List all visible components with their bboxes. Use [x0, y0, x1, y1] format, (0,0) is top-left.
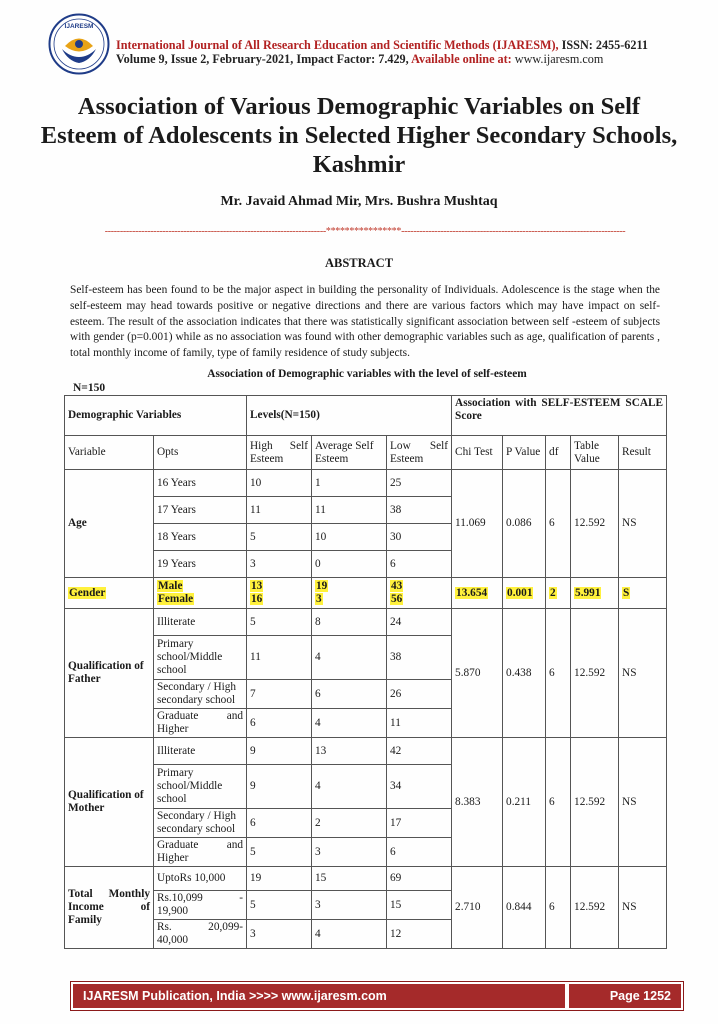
option-cell: Illiterate [154, 609, 247, 636]
result-gender: S [623, 586, 630, 599]
result-cell: NS [619, 867, 667, 949]
avg-male: 19 [316, 580, 328, 592]
df-cell: 6 [546, 470, 571, 578]
option-female: Female [158, 593, 194, 605]
high-cell: 6 [247, 809, 312, 838]
header-variable: Variable [65, 436, 154, 470]
header-table-value: Table Value [571, 436, 619, 470]
low-cell: 42 [387, 738, 452, 765]
high-cell: 11 [247, 497, 312, 524]
p-cell [503, 578, 546, 609]
table-row [65, 738, 667, 765]
variable-gender [65, 578, 154, 609]
high-cell: 3 [247, 920, 312, 949]
paper-authors: Mr. Javaid Ahmad Mir, Mrs. Bushra Mushtaq [220, 194, 498, 209]
p-cell: 0.086 [503, 470, 546, 578]
table-row [65, 470, 667, 497]
option-cell: Secondary / High secondary school [154, 680, 247, 709]
avg-female: 3 [316, 593, 322, 605]
journal-name: International Journal of All Research Education and Scientific Methods (IJARESM), [116, 38, 559, 52]
low-cell: 24 [387, 609, 452, 636]
option-cell: Graduate and Higher [154, 838, 247, 867]
table-row-gender [65, 578, 667, 609]
high-cell: 3 [247, 551, 312, 578]
header-high-self-esteem: High Self Esteem [247, 436, 312, 470]
df-cell: 6 [546, 738, 571, 867]
option-cell: 16 Years [154, 470, 247, 497]
df-cell: 6 [546, 867, 571, 949]
option-cell: Rs. 20,099- 40,000 [154, 920, 247, 949]
low-cell: 11 [387, 709, 452, 738]
low-female: 56 [391, 593, 403, 605]
option-cell [154, 578, 247, 609]
avg-cell: 11 [312, 497, 387, 524]
paper-title: Association of Various Demographic Variables on Self Esteem of Adolescents in Selected Higher Secondary Schools, Kashmir [40, 93, 678, 178]
table-header-row-2 [65, 436, 667, 470]
chi-cell [452, 578, 503, 609]
table-value-cell: 12.592 [571, 738, 619, 867]
low-cell: 17 [387, 809, 452, 838]
option-cell: Graduate and Higher [154, 709, 247, 738]
table-value-cell: 12.592 [571, 867, 619, 949]
high-cell: 5 [247, 609, 312, 636]
chi-cell: 5.870 [452, 609, 503, 738]
page-footer [70, 981, 684, 1011]
option-cell: Illiterate [154, 738, 247, 765]
option-cell: Rs.10,099 - 19,900 [154, 891, 247, 920]
low-male: 43 [391, 580, 403, 592]
abstract-heading: ABSTRACT [324, 256, 394, 270]
high-cell: 19 [247, 867, 312, 891]
df-gender: 2 [550, 586, 556, 599]
table-caption: Association of Demographic variables with the level of self-esteem [207, 368, 527, 380]
gender-label: Gender [69, 586, 106, 599]
high-cell: 5 [247, 524, 312, 551]
table-value-cell: 12.592 [571, 609, 619, 738]
table-row [65, 609, 667, 636]
low-cell: 38 [387, 636, 452, 680]
high-male: 13 [251, 580, 263, 592]
low-cell: 6 [387, 551, 452, 578]
avg-cell [312, 578, 387, 609]
high-cell: 9 [247, 765, 312, 809]
variable-father-qualification: Qualification of Father [65, 609, 154, 738]
header-average-self-esteem: Average Self Esteem [312, 436, 387, 470]
option-cell: Primary school/Middle school [154, 765, 247, 809]
df-cell [546, 578, 571, 609]
journal-logo [48, 13, 110, 75]
avg-cell: 15 [312, 867, 387, 891]
avg-cell: 4 [312, 920, 387, 949]
variable-monthly-income: Total Monthly Income of Family [65, 867, 154, 949]
avg-cell: 2 [312, 809, 387, 838]
header-levels: Levels(N=150) [247, 396, 452, 436]
header-low-self-esteem: Low Self Esteem [387, 436, 452, 470]
low-cell: 26 [387, 680, 452, 709]
avg-cell: 0 [312, 551, 387, 578]
journal-issn: ISSN: 2455-6211 [558, 38, 648, 52]
p-cell: 0.211 [503, 738, 546, 867]
avg-cell: 6 [312, 680, 387, 709]
option-male: Male [158, 580, 183, 592]
chi-cell: 11.069 [452, 470, 503, 578]
chi-cell: 2.710 [452, 867, 503, 949]
chi-gender: 13.654 [456, 586, 488, 599]
header-chi-test: Chi Test [452, 436, 503, 470]
demographic-table [64, 395, 667, 949]
avg-cell: 3 [312, 891, 387, 920]
result-cell: NS [619, 738, 667, 867]
table-value-cell: 12.592 [571, 470, 619, 578]
high-cell [247, 578, 312, 609]
chi-cell: 8.383 [452, 738, 503, 867]
header-p-value: P Value [503, 436, 546, 470]
low-cell: 34 [387, 765, 452, 809]
low-cell [387, 578, 452, 609]
low-cell: 69 [387, 867, 452, 891]
variable-age: Age [65, 470, 154, 578]
high-cell: 5 [247, 838, 312, 867]
header-demographic-variables: Demographic Variables [65, 396, 247, 436]
low-cell: 12 [387, 920, 452, 949]
avg-cell: 8 [312, 609, 387, 636]
result-cell: NS [619, 470, 667, 578]
option-cell: Primary school/Middle school [154, 636, 247, 680]
p-cell: 0.438 [503, 609, 546, 738]
avg-cell: 13 [312, 738, 387, 765]
abstract-text: Self-esteem has been found to be the major aspect in building the personality of Individuals. Adolescence is the stage when the self-esteem may head towards positive or negative directions and there are various factors which may have impact on self-esteem. The result of the association indicates that there was statistically significant association between self -esteem of subjects with gender (p=0.001) while as no association was found with other demographic variables such as age, qualification of parents , total monthly income of family, type of family residence of study subjects. [70, 284, 660, 360]
high-cell: 7 [247, 680, 312, 709]
result-cell [619, 578, 667, 609]
low-cell: 38 [387, 497, 452, 524]
low-cell: 6 [387, 838, 452, 867]
option-cell: UptoRs 10,000 [154, 867, 247, 891]
df-cell: 6 [546, 609, 571, 738]
option-cell: Secondary / High secondary school [154, 809, 247, 838]
avg-cell: 4 [312, 765, 387, 809]
high-female: 16 [251, 593, 263, 605]
result-cell: NS [619, 609, 667, 738]
table-value-cell [571, 578, 619, 609]
journal-header [116, 38, 706, 66]
online-label: Available online at: [408, 52, 512, 66]
table-row [65, 867, 667, 891]
high-cell: 5 [247, 891, 312, 920]
sample-size-label: N=150 [73, 382, 106, 394]
journal-site[interactable]: www.ijaresm.com [511, 52, 604, 66]
high-cell: 9 [247, 738, 312, 765]
header-association: Association with SELF-ESTEEM SCALE Score [452, 396, 667, 436]
low-cell: 15 [387, 891, 452, 920]
avg-cell: 4 [312, 709, 387, 738]
journal-volume: Volume 9, Issue 2, February-2021, Impact Factor: 7.429, [116, 52, 409, 66]
logo-lettering: IJARESM [64, 23, 94, 30]
header-result: Result [619, 436, 667, 470]
avg-cell: 3 [312, 838, 387, 867]
section-separator: -------------------------------------------------------------------------****************-------------------------------------------------------------------------- [104, 226, 626, 237]
tv-gender: 5.991 [575, 586, 601, 599]
p-cell: 0.844 [503, 867, 546, 949]
header-df: df [546, 436, 571, 470]
high-cell: 6 [247, 709, 312, 738]
low-cell: 30 [387, 524, 452, 551]
option-cell: 17 Years [154, 497, 247, 524]
header-opts: Opts [154, 436, 247, 470]
table-header-row-1 [65, 396, 667, 436]
option-cell: 18 Years [154, 524, 247, 551]
avg-cell: 4 [312, 636, 387, 680]
footer-publication: IJARESM Publication, India >>>> www.ijaresm.com [73, 984, 565, 1008]
variable-mother-qualification: Qualification of Mother [65, 738, 154, 867]
p-gender: 0.001 [507, 586, 533, 599]
high-cell: 11 [247, 636, 312, 680]
low-cell: 25 [387, 470, 452, 497]
high-cell: 10 [247, 470, 312, 497]
option-cell: 19 Years [154, 551, 247, 578]
avg-cell: 10 [312, 524, 387, 551]
avg-cell: 1 [312, 470, 387, 497]
footer-page-number: Page 1252 [569, 984, 681, 1008]
